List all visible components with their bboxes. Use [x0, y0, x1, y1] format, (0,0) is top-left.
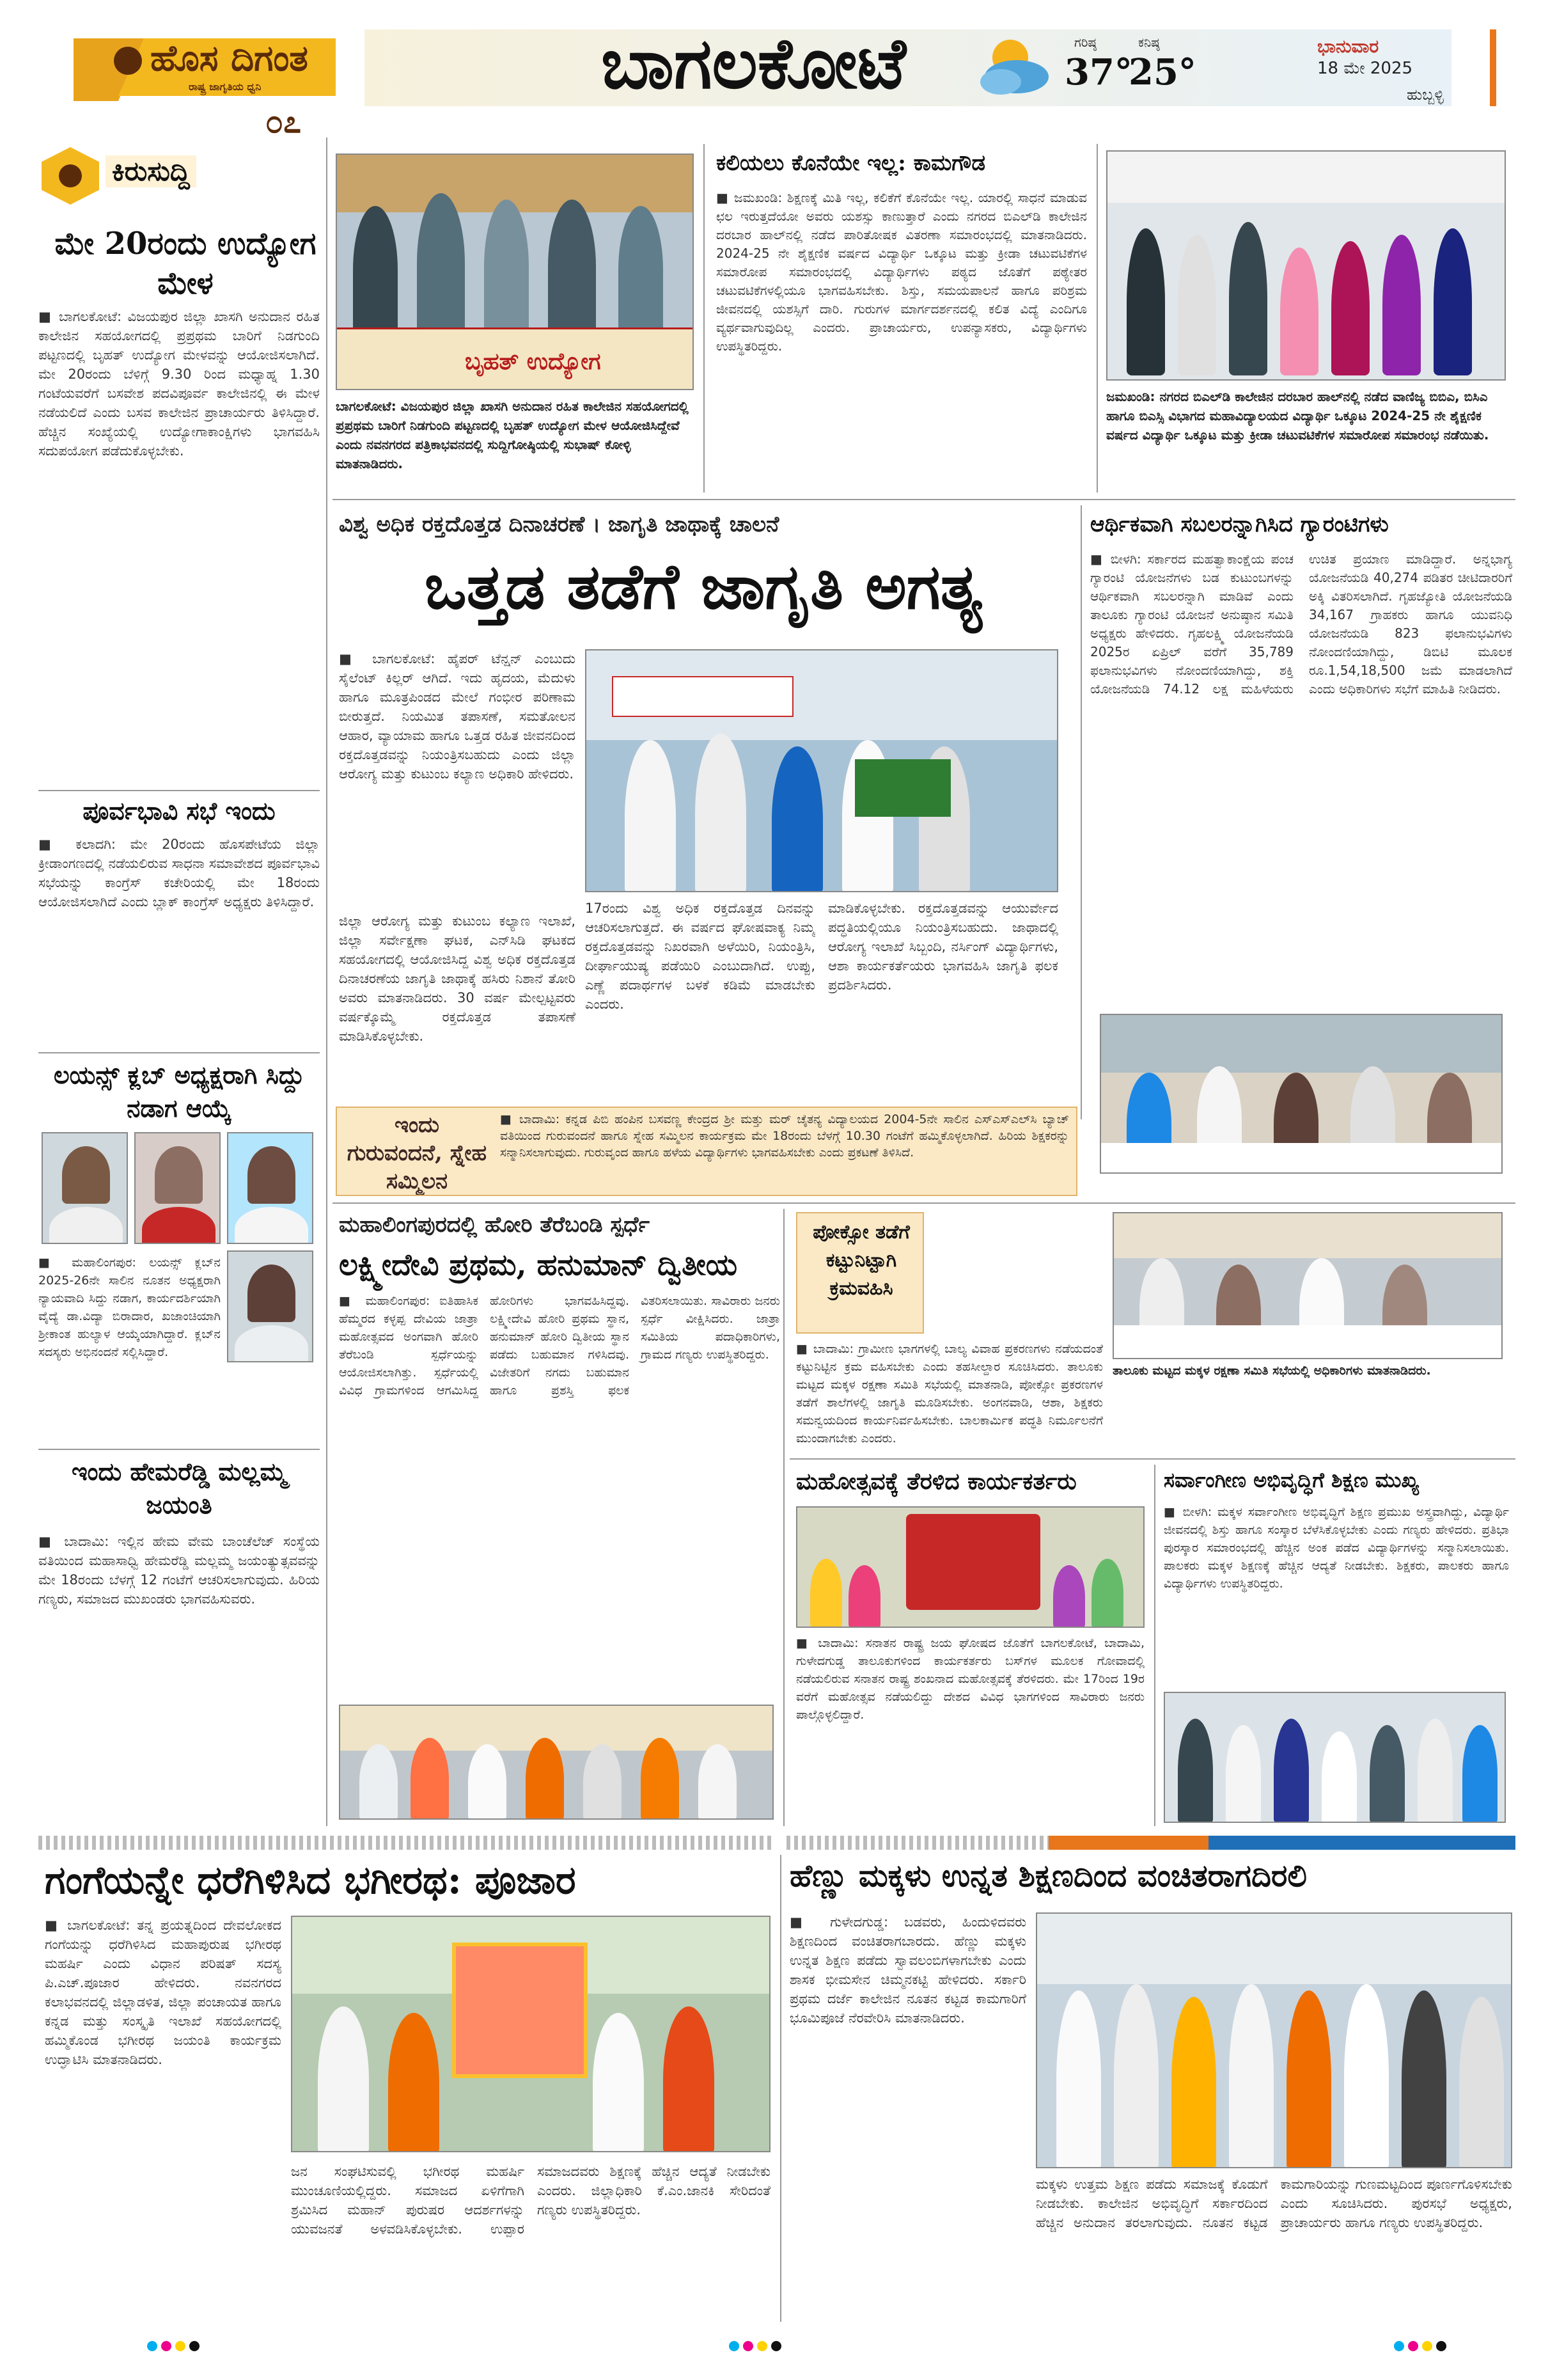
kaliyalu-text: ■ ಜಮಖಂಡಿ: ಶಿಕ್ಷಣಕ್ಕೆ ಮಿತಿ ಇಲ್ಲ, ಕಲಿಕೆಗೆ ಕೊನೆಯೇ ಇಲ್ಲ. ಯಾರಲ್ಲಿ ಸಾಧನೆ ಮಾಡುವ ಛಲ ಇರುತ್ತದೆಯೋ ಅವರು ಯಶಸ್ಸು ಕಾಣುತ್ತಾರೆ ಎಂದು ನಗರದ ಬಿಎಲ್‌ಡಿ ಕಾಲೇಜಿನ ದರಬಾರ ಹಾಲ್‌ನಲ್ಲಿ ನಡೆದ ಪಾರಿತೋಷಕ ವಿತರಣಾ ಸಮಾರಂಭದಲ್ಲಿ ಮಾತನಾಡಿದರು. 2024-25 ನೇ ಶೈಕ್ಷಣಿಕ ವರ್ಷದ ವಿದ್ಯಾರ್ಥಿ ಒಕ್ಕೂಟ ಮತ್ತು ಕ್ರೀಡಾ ಚಟುವಟಿಕೆಗಳ ಸಮಾರೋಪ ಸಮಾರಂಭದಲ್ಲಿ ವಿದ್ಯಾರ್ಥಿಗಳು ಪಠ್ಯದ ಜೊತೆಗೆ ಪಠ್ಯೇತರ ಚಟುವಟಿಕೆಗಳಲ್ಲಿಯೂ ಭಾಗವಹಿಸಬೇಕು. ಶಿಸ್ತು, ಸಮಯಪಾಲನೆ ಹಾಗೂ ಪರಿಶ್ರಮ ಜೀವನದಲ್ಲಿ ಯಶಸ್ಸಿಗೆ ದಾರಿ. ಗುರುಗಳ ಮಾರ್ಗದರ್ಶನದಲ್ಲಿ ಕಲಿತ ವಿದ್ಯೆ ಎಂದಿಗೂ ವ್ಯರ್ಥವಾಗುವುದಿಲ್ಲ ಎಂದರು. ಪ್ರಾಚಾರ್ಯರು, ಉಪನ್ಯಾಸಕರು, ವಿದ್ಯಾರ್ಥಿಗಳು ಉಪಸ್ಥಿತರಿದ್ದರು.: [716, 190, 1087, 354]
city-title: ಬಾಗಲಕೋಟೆ: [601, 26, 906, 104]
edition: ಹುಬ್ಬಳ್ಳಿ: [1407, 86, 1444, 104]
brief-text-3: ■ ಮಹಾಲಿಂಗಪುರ: ಲಯನ್ಸ್ ಕ್ಲಬ್‌ನ 2025-26ನೇ ಸಾಲಿನ ನೂತನ ಅಧ್ಯಕ್ಷರಾಗಿ ನ್ಯಾಯವಾದಿ ಸಿದ್ದು ನಡಾಗ, ಕಾರ್ಯದರ್ಶಿಯಾಗಿ ವೈದ್ಯೆ ಡಾ.ವಿದ್ಯಾ ಬಿರಾದಾರ, ಖಜಾಂಚಿಯಾಗಿ ಶ್ರೀಕಾಂತ ಹುಲ್ಯಾಳ ಆಯ್ಕೆಯಾಗಿದ್ದಾರೆ. ಕ್ಲಬ್‌ನ ಸದಸ್ಯರು ಅಭಿನಂದನೆ ಸಲ್ಲಿಸಿದ್ದಾರೆ.: [38, 1256, 221, 1359]
blood-kicker: ವಿಶ್ವ ಅಧಿಕ ರಕ್ತದೊತ್ತಡ ದಿನಾಚರಣೆ । ಜಾಗೃತಿ ಜಾಥಾಕ್ಕೆ ಚಾಲನೆ: [339, 512, 779, 537]
weather-icon: [972, 32, 1055, 102]
pocso-text-more: [796, 1394, 1506, 1465]
college-caption: ಜಮಖಂಡಿ: ನಗರದ ಬಿಎಲ್‌ಡಿ ಕಾಲೇಜಿನ ದರಬಾರ ಹಾಲ್‌ನಲ್ಲಿ ನಡೆದ ವಾಣಿಜ್ಯ ಬಿಬಿಎ, ಬಿಸಿಎ ಹಾಗೂ ಬಿಎಸ್ಸಿ ವಿಭಾಗದ ಮಹಾವಿದ್ಯಾಲಯದ ವಿದ್ಯಾರ್ಥಿ ಒಕ್ಕೂಟ 2024-25 ನೇ ಶೈಕ್ಷಣಿಕ ವರ್ಷದ ವಿದ್ಯಾರ್ಥಿ ಒಕ್ಕೂಟ ಮತ್ತು ಕ್ರೀಡಾ ಚಟುವಟಿಕೆಗಳ ಸಮಾರೋಪ ಸಮಾರಂಭ ನಡೆಯಿತು.: [1106, 389, 1489, 443]
bhagiratha-photo: [291, 1916, 770, 2152]
brief-title-4: ಇಂದು ಹೇಮರೆಡ್ಡಿ ಮಲ್ಲಮ್ಮ ಜಯಂತಿ: [71, 1457, 286, 1519]
brief-title-2: ಪೂರ್ವಭಾವಿ ಸಭೆ ಇಂದು: [82, 796, 276, 825]
column-rule: [783, 1209, 785, 1826]
pocso-photo: [1113, 1212, 1503, 1359]
min-temp-label: ಕನಿಷ್ಠ: [1138, 35, 1160, 50]
min-temp: 25°: [1129, 51, 1196, 93]
bhagiratha-title: ಗಂಗೆಯನ್ನೇ ಧರೆಗಿಳಿಸಿದ ಭಗೀರಥ: ಪೂಜಾರ: [45, 1858, 576, 1903]
kirusuddi-badge: [38, 144, 198, 208]
hennu-photo: [1036, 1912, 1512, 2168]
college-photo: [1106, 150, 1506, 381]
row-rule: [790, 1458, 1515, 1460]
kaliyalu-title: ಕಲಿಯಲು ಕೊನೆಯೇ ಇಲ್ಲ: ಕಾಮಗೌಡ: [716, 150, 985, 176]
hori-text: ■ ಮಹಾಲಿಂಗಪುರ: ಐತಿಹಾಸಿಕ ಹೆಮ್ಮರದ ಕಳ್ಳಪ್ಪ ದೇವಿಯ ಜಾತ್ರಾ ಮಹೋತ್ಸವದ ಅಂಗವಾಗಿ ಹೋರಿ ತೆರೆಬಂಡಿ ಸ್ಪರ್ಧೆಯನ್ನು ಆಯೋಜಿಸಲಾಗಿತ್ತು. ಸ್ಪರ್ಧೆಯಲ್ಲಿ ವಿವಿಧ ಗ್ರಾಮಗಳಿಂದ ಆಗಮಿಸಿದ್ದ ಹೋರಿಗಳು ಭಾಗವಹಿಸಿದ್ದವು. ಲಕ್ಷ್ಮೀದೇವಿ ಹೋರಿ ಪ್ರಥಮ ಸ್ಥಾನ, ಹನುಮಾನ್ ಹೋರಿ ದ್ವಿತೀಯ ಸ್ಥಾನ ಪಡೆದು ಬಹುಮಾನ ಗಳಿಸಿದವು. ವಿಜೇತರಿಗೆ ನಗದು ಬಹುಮಾನ ಹಾಗೂ ಪ್ರಶಸ್ತಿ ಫಲಕ ವಿತರಿಸಲಾಯಿತು. ಸಾವಿರಾರು ಜನರು ಸ್ಪರ್ಧೆ ವೀಕ್ಷಿಸಿದರು. ಜಾತ್ರಾ ಸಮಿತಿಯ ಪದಾಧಿಕಾರಿಗಳು, ಗ್ರಾಮದ ಗಣ್ಯರು ಉಪಸ್ಥಿತರಿದ್ದರು.: [339, 1294, 780, 1398]
guarantee-title: ಆರ್ಥಿಕವಾಗಿ ಸಬಲರನ್ನಾಗಿಸಿದ ಗ್ಯಾರಂಟಿಗಳು: [1090, 512, 1389, 537]
portrait-photo: [227, 1132, 313, 1244]
brief-text-1: ■ ಬಾಗಲಕೋಟೆ: ವಿಜಯಪುರ ಜಿಲ್ಲಾ ಖಾಸಗಿ ಅನುದಾನ ರಹಿತ ಕಾಲೇಜಿನ ಸಹಯೋಗದಲ್ಲಿ ಪ್ರಪ್ರಥಮ ಬಾರಿಗೆ ನಿಡಗುಂದಿ ಪಟ್ಟಣದಲ್ಲಿ ಬೃಹತ್ ಉದ್ಯೋಗ ಮೇಳವನ್ನು ಆಯೋಜಿಸಲಾಗಿದೆ. ಮೇ 20ರಂದು ಬೆಳಿಗ್ಗೆ 9.30 ರಿಂದ ಮಧ್ಯಾಹ್ನ 1.30 ಗಂಟೆಯವರೆಗೆ ಬಸವೇಶ ಪದವಿಪೂರ್ವ ಕಾಲೇಜಿನಲ್ಲಿ ಈ ಮೇಳ ನಡೆಯಲಿದೆ ಎಂದು ಬಸವ ಕಾಲೇಜಿನ ಪ್ರಾಚಾರ್ಯರು ತಿಳಿಸಿದ್ದಾರೆ. ಹೆಚ್ಚಿನ ಸಂಖ್ಯೆಯಲ್ಲಿ ಉದ್ಯೋಗಾಕಾಂಕ್ಷಿಗಳು ಭಾಗವಹಿಸಿ ಸದುಪಯೋಗ ಪಡೆದುಕೊಳ್ಳಬೇಕು.: [38, 309, 320, 459]
guarantee-text: ■ ಬೀಳಗಿ: ಸರ್ಕಾರದ ಮಹತ್ವಾಕಾಂಕ್ಷೆಯ ಪಂಚ ಗ್ಯಾರಂಟಿ ಯೋಜನೆಗಳು ಬಡ ಕುಟುಂಬಗಳನ್ನು ಆರ್ಥಿಕವಾಗಿ ಸಬಲರನ್ನಾಗಿ ಮಾಡಿವೆ ಎಂದು ತಾಲೂಕು ಗ್ಯಾರಂಟಿ ಯೋಜನೆ ಅನುಷ್ಠಾನ ಸಮಿತಿ ಅಧ್ಯಕ್ಷರು ಹೇಳಿದರು. ಗೃಹಲಕ್ಷ್ಮಿ ಯೋಜನೆಯಡಿ 2025ರ ಏಪ್ರಿಲ್ ವರೆಗೆ 35,789 ಫಲಾನುಭವಿಗಳು ನೋಂದಣಿಯಾಗಿದ್ದು, ಶಕ್ತಿ ಯೋಜನೆಯಡಿ 74.12 ಲಕ್ಷ ಮಹಿಳೆಯರು ಉಚಿತ ಪ್ರಯಾಣ ಮಾಡಿದ್ದಾರೆ. ಅನ್ನಭಾಗ್ಯ ಯೋಜನೆಯಡಿ 40,274 ಪಡಿತರ ಚೀಟಿದಾರರಿಗೆ ಅಕ್ಕಿ ವಿತರಿಸಲಾಗಿದೆ. ಗೃಹಜ್ಯೋತಿ ಯೋಜನೆಯಡಿ 34,167 ಗ್ರಾಹಕರು ಹಾಗೂ ಯುವನಿಧಿ ಯೋಜನೆಯಡಿ 823 ಫಲಾನುಭವಿಗಳು ನೋಂದಣಿಯಾಗಿದ್ದು, ಡಿಬಿಟಿ ಮೂಲಕ ರೂ.1,54,18,500 ಜಮೆ ಮಾಡಲಾಗಿದೆ ಎಂದು ಅಧಿಕಾರಿಗಳು ಸಭೆಗೆ ಮಾಹಿತಿ ನೀಡಿದರು.: [1090, 551, 1512, 697]
brief-title-1: ಮೇ 20ರಂದು ಉದ್ಯೋಗ ಮೇಳ: [54, 226, 317, 301]
guru-label: ಇಂದು ಗುರುವಂದನೆ, ಸ್ನೇಹ ಸಮ್ಮಿಲನ: [347, 1112, 487, 1194]
day: ಭಾನುವಾರ: [1317, 36, 1379, 57]
rally-photo: [585, 649, 1058, 892]
brand-title: ಹೊಸ ದಿಗಂತ: [150, 37, 308, 79]
brief-title-3: ಲಯನ್ಸ್ ಕ್ಲಬ್ ಅಧ್ಯಕ್ಷರಾಗಿ ಸಿದ್ದು ನಡಾಗ ಆಯ್ಕೆ: [54, 1060, 304, 1123]
row-rule: [332, 1202, 1515, 1204]
job-fair-photo: [336, 154, 694, 390]
hennu-title: ಹೆಣ್ಣು ಮಕ್ಕಳು ಉನ್ನತ ಶಿಕ್ಷಣದಿಂದ ವಂಚಿತರಾಗದಿರಲಿ: [790, 1858, 1307, 1894]
hori-title: ಲಕ್ಷ್ಮೀದೇವಿ ಪ್ರಥಮ, ಹನುಮಾನ್ ದ್ವಿತೀಯ: [339, 1247, 737, 1282]
divider: [38, 790, 320, 791]
guru-box: [336, 1107, 1077, 1196]
bhagiratha-text-1: ■ ಬಾಗಲಕೋಟೆ: ತನ್ನ ಪ್ರಯತ್ನದಿಂದ ದೇವಲೋಕದ ಗಂಗೆಯನ್ನು ಧರೆಗಿಳಿಸಿದ ಮಹಾಪುರುಷ ಭಗೀರಥ ಮಹರ್ಷಿ ಎಂದು ವಿಧಾನ ಪರಿಷತ್ ಸದಸ್ಯ ಪಿ.ಎಚ್.ಪೂಜಾರ ಹೇಳಿದರು. ನವನಗರದ ಕಲಾಭವನದಲ್ಲಿ ಜಿಲ್ಲಾಡಳಿತ, ಜಿಲ್ಲಾ ಪಂಚಾಯತ ಹಾಗೂ ಕನ್ನಡ ಮತ್ತು ಸಂಸ್ಕೃತಿ ಇಲಾಖೆ ಸಹಯೋಗದಲ್ಲಿ ಹಮ್ಮಿಕೊಂಡ ಭಗೀರಥ ಜಯಂತಿ ಕಾರ್ಯಕ್ರಮ ಉದ್ಘಾಟಿಸಿ ಮಾತನಾಡಿದರು.: [45, 1918, 281, 2067]
blood-text-4: ಮಾಡಿಕೊಳ್ಳಬೇಕು. ರಕ್ತದೊತ್ತಡವನ್ನು ಆಯುರ್ವೇದ ಪದ್ಧತಿಯಲ್ಲಿಯೂ ನಿಯಂತ್ರಿಸಬಹುದು. ಜಾಥಾದಲ್ಲಿ ಆರೋಗ್ಯ ಇಲಾಖೆ ಸಿಬ್ಬಂದಿ, ನರ್ಸಿಂಗ್ ವಿದ್ಯಾರ್ಥಿಗಳು, ಆಶಾ ಕಾರ್ಯಕರ್ತೆಯರು ಭಾಗವಹಿಸಿ ಜಾಗೃತಿ ಫಲಕ ಪ್ರದರ್ಶಿಸಿದರು.: [828, 901, 1058, 993]
blood-text-3: 17ರಂದು ವಿಶ್ವ ಅಧಿಕ ರಕ್ತದೊತ್ತಡ ದಿನವನ್ನು ಆಚರಿಸಲಾಗುತ್ತದೆ. ಈ ವರ್ಷದ ಘೋಷವಾಕ್ಯ ನಿಮ್ಮ ರಕ್ತದೊತ್ತಡವನ್ನು ನಿಖರವಾಗಿ ಅಳೆಯಿರಿ, ನಿಯಂತ್ರಿಸಿ, ದೀರ್ಘಾಯುಷ್ಯ ಪಡೆಯಿರಿ ಎಂಬುದಾಗಿದೆ. ಉಪ್ಪು, ಎಣ್ಣೆ ಪದಾರ್ಥಗಳ ಬಳಕೆ ಕಡಿಮೆ ಮಾಡಬೇಕು ಎಂದರು.: [585, 901, 815, 1012]
city-banner: [364, 29, 1451, 106]
pocso-label: ಪೋಕ್ಸೋ ತಡೆಗೆ ಕಟ್ಟುನಿಟ್ಟಾಗಿ ಕ್ರಮವಹಿಸಿ: [813, 1221, 910, 1300]
hexagon-icon: [38, 144, 102, 208]
hori-kicker: ಮಹಾಲಿಂಗಪುರದಲ್ಲಿ ಹೋರಿ ತೆರೆಬಂಡಿ ಸ್ಪರ್ಧೆ: [339, 1212, 650, 1238]
brief-text-2: ■ ಕಲಾದಗಿ: ಮೇ 20ರಂದು ಹೊಸಪೇಟೆಯ ಜಿಲ್ಲಾ ಕ್ರೀಡಾಂಗಣದಲ್ಲಿ ನಡೆಯಲಿರುವ ಸಾಧನಾ ಸಮಾವೇಶದ ಪೂರ್ವಭಾವಿ ಸಭೆಯನ್ನು ಕಾಂಗ್ರೆಸ್ ಕಚೇರಿಯಲ್ಲಿ ಮೇ 18ರಂದು ಆಯೋಜಿಸಲಾಗಿದೆ ಎಂದು ಬ್ಲಾಕ್ ಕಾಂಗ್ರೆಸ್ ಅಧ್ಯಕ್ಷರು ತಿಳಿಸಿದ್ದಾರೆ.: [38, 837, 320, 910]
photo-banner: [337, 327, 694, 390]
bus-shape: [906, 1514, 1040, 1610]
kirusuddi-label: ಕಿರುಸುದ್ದಿ: [106, 155, 196, 187]
hennu-text-1: ■ ಗುಳೇದಗುಡ್ಡ: ಬಡವರು, ಹಿಂದುಳಿದವರು ಶಿಕ್ಷಣದಿಂದ ವಂಚಿತರಾಗಬಾರದು. ಹೆಣ್ಣು ಮಕ್ಕಳು ಉನ್ನತ ಶಿಕ್ಷಣ ಪಡೆದು ಸ್ವಾವಲಂಬಿಗಳಾಗಬೇಕು ಎಂದು ಶಾಸಕ ಭೀಮಸೇನ ಚಿಮ್ಮನಕಟ್ಟಿ ಹೇಳಿದರು. ಸರ್ಕಾರಿ ಪ್ರಥಮ ದರ್ಜೆ ಕಾಲೇಜಿನ ನೂತನ ಕಟ್ಟಡ ಕಾಮಗಾರಿಗೆ ಭೂಮಿಪೂಜೆ ನೆರವೇರಿಸಿ ಮಾತನಾಡಿದರು.: [790, 1914, 1026, 2026]
pocso-text: ■ ಬಾದಾಮಿ: ಗ್ರಾಮೀಣ ಭಾಗಗಳಲ್ಲಿ ಬಾಲ್ಯ ವಿವಾಹ ಪ್ರಕರಣಗಳು ನಡೆಯದಂತೆ ಕಟ್ಟುನಿಟ್ಟಿನ ಕ್ರಮ ವಹಿಸಬೇಕು ಎಂದು ತಹಸೀಲ್ದಾರ ಸೂಚಿಸಿದರು. ತಾಲೂಕು ಮಟ್ಟದ ಮಕ್ಕಳ ರಕ್ಷಣಾ ಸಮಿತಿ ಸಭೆಯಲ್ಲಿ ಮಾತನಾಡಿ, ಪೋಕ್ಸೋ ಪ್ರಕರಣಗಳ ತಡೆಗೆ ಶಾಲೆಗಳಲ್ಲಿ ಜಾಗೃತಿ ಮೂಡಿಸಬೇಕು. ಅಂಗನವಾಡಿ, ಆಶಾ, ಶಿಕ್ಷಕರು ಸಮನ್ವಯದಿಂದ ಕಾರ್ಯನಿರ್ವಹಿಸಬೇಕು. ಬಾಲಕಾರ್ಮಿಕ ಪದ್ಧತಿ ನಿರ್ಮೂಲನೆಗೆ ಮುಂದಾಗಬೇಕು ಎಂದರು.: [796, 1342, 1103, 1446]
portrait-photo: [42, 1132, 128, 1244]
column-rule: [1097, 144, 1098, 493]
job-fair-caption: ಬಾಗಲಕೋಟೆ: ವಿಜಯಪುರ ಜಿಲ್ಲಾ ಖಾಸಗಿ ಅನುದಾನ ರಹಿತ ಕಾಲೇಜಿನ ಸಹಯೋಗದಲ್ಲಿ ಪ್ರಪ್ರಥಮ ಬಾರಿಗೆ ನಿಡಗುಂದಿ ಪಟ್ಟಣದಲ್ಲಿ ಬೃಹತ್ ಉದ್ಯೋಗ ಮೇಳ ಆಯೋಜಿಸಿದ್ದೇವೆ ಎಂದು ನವನಗರದ ಪತ್ರಿಕಾಭವನದಲ್ಲಿ ಸುದ್ದಿಗೋಷ್ಠಿಯಲ್ಲಿ ಸುಭಾಷ್ ಕೋಳ್ಳಿ ಮಾತನಾಡಿದರು.: [336, 398, 689, 471]
pocso-caption: ತಾಲೂಕು ಮಟ್ಟದ ಮಕ್ಕಳ ರಕ್ಷಣಾ ಸಮಿತಿ ಸಭೆಯಲ್ಲಿ ಅಧಿಕಾರಿಗಳು ಮಾತನಾಡಿದರು.: [1113, 1364, 1431, 1378]
bhagiratha-text-2: ಜನ ಸಂಘಟಿಸುವಲ್ಲಿ ಭಗೀರಥ ಮಹರ್ಷಿ ಮುಂಚೂಣಿಯಲ್ಲಿದ್ದರು. ಸಮಾಜದ ಏಳಿಗೆಗಾಗಿ ಶ್ರಮಿಸಿದ ಮಹಾನ್ ಪುರುಷರ ಆದರ್ಶಗಳನ್ನು ಯುವಜನತೆ ಅಳವಡಿಸಿಕೊಳ್ಳಬೇಕು. ಉಪ್ಪಾರ ಸಮಾಜದವರು ಶಿಕ್ಷಣಕ್ಕೆ ಹೆಚ್ಚಿನ ಆದ್ಯತೆ ನೀಡಬೇಕು ಎಂದರು. ಜಿಲ್ಲಾಧಿಕಾರಿ ಕೆ.ಎಂ.ಜಾನಕಿ ಸೇರಿದಂತೆ ಗಣ್ಯರು ಉಪಸ್ಥಿತರಿದ್ದರು.: [291, 2164, 770, 2237]
registration-marks: [1394, 2341, 1450, 2354]
date: 18 ಮೇ 2025: [1317, 59, 1413, 78]
column-rule: [1081, 505, 1082, 1119]
page-number: ೦೭: [265, 102, 301, 138]
utsava-title: ಮಹೋತ್ಸವಕ್ಕೆ ತೆರಳಿದ ಕಾರ್ಯಕರ್ತರು: [796, 1468, 1077, 1495]
column-rule: [1154, 1465, 1155, 1826]
sarvangina-text: ■ ಬೀಳಗಿ: ಮಕ್ಕಳ ಸರ್ವಾಂಗೀಣ ಅಭಿವೃದ್ಧಿಗೆ ಶಿಕ್ಷಣ ಪ್ರಮುಖ ಅಸ್ತ್ರವಾಗಿದ್ದು, ವಿದ್ಯಾರ್ಥಿ ಜೀವನದಲ್ಲಿ ಶಿಸ್ತು ಹಾಗೂ ಸಂಸ್ಕಾರ ಬೆಳೆಸಿಕೊಳ್ಳಬೇಕು ಎಂದು ಗಣ್ಯರು ಹೇಳಿದರು. ಪ್ರತಿಭಾ ಪುರಸ್ಕಾರ ಸಮಾರಂಭದಲ್ಲಿ ಹೆಚ್ಚಿನ ಅಂಕ ಪಡೆದ ವಿದ್ಯಾರ್ಥಿಗಳನ್ನು ಸನ್ಮಾನಿಸಲಾಯಿತು. ಪಾಲಕರು ಮಕ್ಕಳ ಶಿಕ್ಷಣಕ್ಕೆ ಹೆಚ್ಚಿನ ಆದ್ಯತೆ ನೀಡಬೇಕು. ಶಿಕ್ಷಕರು, ಪಾಲಕರು ಹಾಗೂ ವಿದ್ಯಾರ್ಥಿಗಳು ಉಪಸ್ಥಿತರಿದ್ದರು.: [1164, 1505, 1509, 1591]
row-rule: [332, 499, 1515, 500]
photo-banner-text: ಬೃಹತ್ ಉದ್ಯೋಗ: [465, 349, 601, 375]
meeting-photo: [1100, 1014, 1503, 1174]
brand-logo: [67, 26, 336, 102]
utsava-text: ■ ಬಾದಾಮಿ: ಸನಾತನ ರಾಷ್ಟ್ರ ಜಯ ಘೋಷದ ಜೊತೆಗೆ ಬಾಗಲಕೋಟೆ, ಬಾದಾಮಿ, ಗುಳೇದಗುಡ್ಡ ತಾಲೂಕುಗಳಿಂದ ಕಾರ್ಯಕರ್ತರು ಬಸ್‌ಗಳ ಮೂಲಕ ಗೋವಾದಲ್ಲಿ ನಡೆಯಲಿರುವ ಸನಾತನ ರಾಷ್ಟ್ರ ಶಂಖನಾದ ಮಹೋತ್ಸವಕ್ಕೆ ತೆರಳಿದರು. ಮೇ 17ರಿಂದ 19ರ ವರೆಗೆ ಮಹೋತ್ಸವ ನಡೆಯಲಿದ್ದು ದೇಶದ ವಿವಿಧ ಭಾಗಗಳಿಂದ ಸಾವಿರಾರು ಜನರು ಪಾಲ್ಗೊಳ್ಳಲಿದ್ದಾರೆ.: [796, 1636, 1145, 1722]
kirusuddi-column: [38, 144, 320, 1826]
max-temp: 37°: [1065, 51, 1132, 93]
registration-marks: [147, 2341, 203, 2354]
column-rule: [703, 144, 705, 493]
hennu-text-2: ಮಕ್ಕಳು ಉತ್ತಮ ಶಿಕ್ಷಣ ಪಡೆದು ಸಮಾಜಕ್ಕೆ ಕೊಡುಗೆ ನೀಡಬೇಕು. ಕಾಲೇಜಿನ ಅಭಿವೃದ್ಧಿಗೆ ಸರ್ಕಾರದಿಂದ ಹೆಚ್ಚಿನ ಅನುದಾನ ತರಲಾಗುವುದು. ನೂತನ ಕಟ್ಟಡ ಕಾಮಗಾರಿಯನ್ನು ಗುಣಮಟ್ಟದಿಂದ ಪೂರ್ಣಗೊಳಿಸಬೇಕು ಎಂದು ಸೂಚಿಸಿದರು. ಪುರಸಭೆ ಅಧ್ಯಕ್ಷರು, ಪ್ರಾಚಾರ್ಯರು ಹಾಗೂ ಗಣ್ಯರು ಉಪಸ್ಥಿತರಿದ್ದರು.: [1036, 2177, 1512, 2230]
blood-text-2: ಜಿಲ್ಲಾ ಆರೋಗ್ಯ ಮತ್ತು ಕುಟುಂಬ ಕಲ್ಯಾಣ ಇಲಾಖೆ, ಜಿಲ್ಲಾ ಸರ್ವೇಕ್ಷಣಾ ಘಟಕ, ಎನ್‌ಸಿಡಿ ಘಟಕದ ಸಹಯೋಗದಲ್ಲಿ ಆಯೋಜಿಸಿದ್ದ ವಿಶ್ವ ಅಧಿಕ ರಕ್ತದೊತ್ತಡ ದಿನಾಚರಣೆಯ ಜಾಗೃತಿ ಜಾಥಾಕ್ಕೆ ಹಸಿರು ನಿಶಾನೆ ತೋರಿ ಅವರು ಮಾತನಾಡಿದರು. 30 ವರ್ಷ ಮೇಲ್ಪಟ್ಟವರು ವರ್ಷಕ್ಕೊಮ್ಮೆ ರಕ್ತದೊತ್ತಡ ತಪಾಸಣೆ ಮಾಡಿಸಿಕೊಳ್ಳಬೇಕು.: [339, 913, 575, 1044]
brand-tagline: ರಾಷ್ಟ್ರ ಜಾಗೃತಿಯ ಧ್ವನಿ: [189, 81, 262, 93]
registration-marks: [729, 2341, 785, 2354]
felicitation-photo: [1164, 1692, 1506, 1823]
max-temp-label: ಗರಿಷ್ಠ: [1074, 35, 1097, 50]
pocso-box: [796, 1212, 924, 1334]
masthead: [26, 26, 1515, 138]
pocso-text-top: [930, 1215, 1103, 1337]
guru-text: ■ ಬಾದಾಮಿ: ಕನ್ನಡ ಪಿಬಿ ಹಂಪಿನ ಬಸವಣ್ಣ ಕೇಂದ್ರದ ಶ್ರೀ ಮತ್ತು ಮರ್ ಚೈತನ್ಯ ವಿದ್ಯಾಲಯದ 2004-5ನೇ ಸಾಲಿನ ಎಸ್ಎಸ್ಎಲ್‌ಸಿ ಬ್ಯಾಚ್ ವತಿಯಿಂದ ಗುರುವಂದನೆ ಹಾಗೂ ಸ್ನೇಹ ಸಮ್ಮಿಲನ ಕಾರ್ಯಕ್ರಮ ಮೇ 18ರಂದು ಬೆಳಗ್ಗೆ 10.30 ಗಂಟೆಗೆ ಹಮ್ಮಿಕೊಳ್ಳಲಾಗಿದೆ. ಹಿರಿಯ ಶಿಕ್ಷಕರನ್ನು ಸನ್ಮಾನಿಸಲಾಗುವುದು. ಗುರುವೃಂದ ಹಾಗೂ ಹಳೆಯ ವಿದ್ಯಾರ್ಥಿಗಳು ಭಾಗವಹಿಸಬೇಕು ಎಂದು ಪ್ರಕಟಣೆ ತಿಳಿಸಿದೆ.: [500, 1112, 1069, 1160]
bottom-band-left: [38, 1836, 774, 1850]
portrait-frame: [452, 1943, 588, 2078]
portrait-photo: [134, 1132, 221, 1244]
blood-text-1: ■ ಬಾಗಲಕೋಟೆ: ಹೈಪರ್ ಟೆನ್ಷನ್ ಎಂಬುದು ಸೈಲೆಂಟ್ ಕಿಲ್ಲರ್ ಆಗಿದೆ. ಇದು ಹೃದಯ, ಮೆದುಳು ಹಾಗೂ ಮೂತ್ರಪಿಂಡದ ಮೇಲೆ ಗಂಭೀರ ಪರಿಣಾಮ ಬೀರುತ್ತದೆ. ನಿಯಮಿತ ತಪಾಸಣೆ, ಸಮತೋಲನ ಆಹಾರ, ವ್ಯಾಯಾಮ ಹಾಗೂ ಒತ್ತಡ ರಹಿತ ಜೀವನದಿಂದ ರಕ್ತದೊತ್ತಡವನ್ನು ನಿಯಂತ್ರಿಸಬಹುದು ಎಂದು ಜಿಲ್ಲಾ ಆರೋಗ್ಯ ಮತ್ತು ಕುಟುಂಬ ಕಲ್ಯಾಣ ಅಧಿಕಾರಿ ಹೇಳಿದರು.: [339, 651, 575, 782]
bull-race-photo: [339, 1705, 774, 1820]
divider: [38, 1052, 320, 1053]
divider: [38, 1449, 320, 1450]
portrait-photo: [227, 1250, 313, 1362]
accent-bar: [1209, 1836, 1515, 1850]
column-rule: [780, 1855, 781, 2322]
blood-title: ಒತ್ತಡ ತಡೆಗೆ ಜಾಗೃತಿ ಅಗತ್ಯ: [424, 550, 983, 624]
bus-photo: [796, 1506, 1145, 1628]
brief-text-4: ■ ಬಾದಾಮಿ: ಇಲ್ಲಿನ ಹೇಮ ವೇಮ ಬಾಂಚೆಲೆಜ್ ಸಂಸ್ಥೆಯ ವತಿಯಿಂದ ಮಹಾಸಾಧ್ವಿ ಹೇಮರೆಡ್ಡಿ ಮಲ್ಲಮ್ಮ ಜಯಂತ್ಯುತ್ಸವವನ್ನು ಮೇ 18ರಂದು ಬೆಳಗ್ಗೆ 12 ಗಂಟೆಗೆ ಆಚರಿಸಲಾಗುವುದು. ಹಿರಿಯ ಗಣ್ಯರು, ಸಮಾಜದ ಮುಖಂಡರು ಭಾಗವಹಿಸುವರು.: [38, 1534, 320, 1607]
column-rule: [326, 138, 327, 1826]
orange-rule: [1490, 29, 1496, 106]
sarvangina-title: ಸರ್ವಾಂಗೀಣ ಅಭಿವೃದ್ಧಿಗೆ ಶಿಕ್ಷಣ ಮುಖ್ಯ: [1164, 1468, 1420, 1492]
green-flag-icon: [855, 759, 951, 817]
